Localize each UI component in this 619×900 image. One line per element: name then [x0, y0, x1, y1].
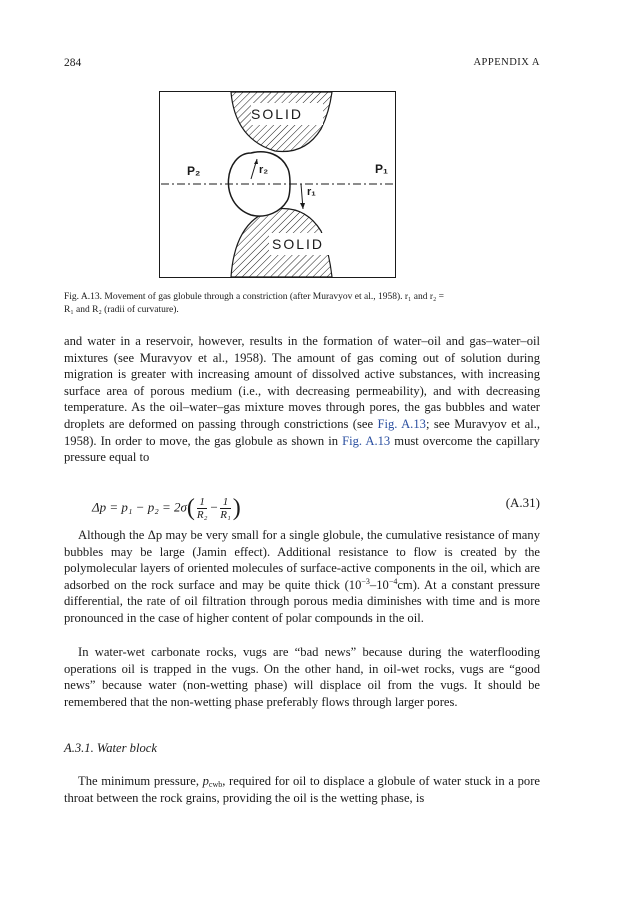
p2-exponent-1: −3 [361, 576, 370, 586]
equation-minus: − [209, 499, 219, 515]
paragraph-1 [64, 333, 540, 466]
p4-text-a: The minimum pressure, [78, 774, 203, 788]
page-number: 284 [64, 57, 82, 69]
caption-line-1: Fig. A.13. Movement of gas globule through a constriction (after Muravyov et al., 1958). r₁ and r₂ = [64, 292, 445, 302]
p4-text-b: , required for oil to displace a globule of water stuck in a pore throat between the rock grains, providing the oil is the wetting phase, is [64, 774, 540, 805]
fraction-2 [220, 496, 231, 521]
equation-number: (A.31) [505, 495, 540, 510]
figure-link-2[interactable]: Fig. A.13 [342, 433, 391, 448]
left-paren: ( [186, 495, 195, 521]
p4-symbol: p [202, 774, 209, 788]
equation-body [92, 495, 241, 522]
r2-label: r₂ [259, 164, 269, 176]
frac1-den: R₂ [196, 509, 208, 521]
equation-lhs: Δp = p₁ − p₂ = 2σ [92, 499, 187, 515]
p2-text-b: cm). At a constant pressure differential, the rate of oil filtration through porous media diminishes with time and is more pronounced in the case of higher content of polar compounds in the oil. [64, 577, 541, 625]
paragraph-4 [64, 773, 540, 806]
figure-caption [64, 291, 540, 317]
equation-a31 [64, 485, 540, 525]
paragraph-2 [64, 527, 540, 627]
p2-text-a: Although the Δp may be very small for a single globule, the cumulative resistance of many bubbles may be large (Jamin effect). Additional resistance to flow is created by the polymolecular layers of oriented molecules of surface-active components in the oil, which are adsorbed on the rock surface and may be quite thick (10 [64, 528, 540, 592]
solid-top-label: SOLID [251, 106, 304, 122]
r1-label: r₁ [307, 186, 316, 198]
fraction-1 [197, 496, 208, 521]
section-heading: A.3.1. Water block [64, 741, 157, 755]
figure-link-1[interactable]: Fig. A.13 [377, 416, 426, 431]
right-paren: ) [232, 495, 241, 521]
p2-text-mid: –10 [369, 577, 389, 592]
p4-subscript: cwb [208, 780, 223, 789]
caption-line-2: R₁ and R₂ (radii of curvature). [64, 305, 179, 315]
p1-text-c: must overcome the capillary pressure equal to [64, 433, 540, 465]
p2-label: P₂ [187, 164, 201, 178]
running-head: APPENDIX A [473, 57, 540, 68]
p1-text-b: ; see Muravyov et al., 1958). In order to move, the gas globule as shown in [64, 416, 540, 448]
figure-diagram [159, 91, 396, 278]
p1-label: P₁ [375, 162, 388, 176]
frac2-den: R₁ [220, 509, 231, 521]
figure-a13 [159, 91, 396, 278]
frac1-num: 1 [197, 496, 208, 509]
p2-exponent-2: −4 [388, 576, 398, 586]
frac2-num: 1 [220, 496, 231, 509]
solid-bottom-label: SOLID [272, 236, 325, 252]
p1-text-a: and water in a reservoir, however, results in the formation of water–oil and gas–water–oil mixtures (see Muravyov et al., 1958). The amount of gas coming out of solution during migration is greater with increasing amount of dissolved active substances, with increasing surface area of porous medium (i.e., with decreasing permeability), and with decreasing temperature. As the oil–water–gas mixture moves through pores, the gas bubbles and water droplets are deformed on passing through constrictions (see [64, 334, 540, 431]
paragraph-3: In water-wet carbonate rocks, vugs are “bad news” because during the waterflooding operations oil is trapped in the vugs. On the other hand, in oil-wet rocks, vugs are “good news” because water (non-wetting phase) will displace oil from the vugs. It should be remembered that the non-wetting phase preferably flows through larger pores. [64, 645, 540, 709]
